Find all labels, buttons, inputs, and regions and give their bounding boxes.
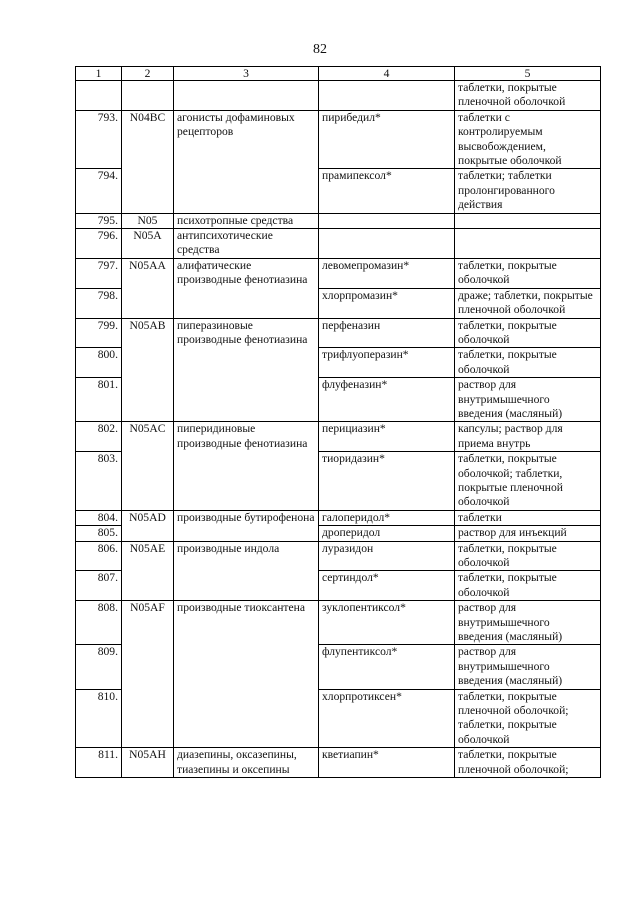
drug-cell: тиоридазин* bbox=[319, 452, 455, 511]
atc-code-cell bbox=[122, 81, 174, 111]
table-row bbox=[76, 229, 601, 259]
row-number-cell: 803. bbox=[76, 452, 122, 511]
dosage-form-cell: раствор для внутримышечного введения (масляный) bbox=[455, 645, 601, 689]
drug-cell: галоперидол* bbox=[319, 510, 455, 525]
row-number-cell: 809. bbox=[76, 645, 122, 689]
drug-cell bbox=[319, 229, 455, 259]
group-cell bbox=[174, 81, 319, 111]
group-cell: алифатические производные фенотиазина bbox=[174, 258, 319, 318]
row-number-cell bbox=[76, 81, 122, 111]
dosage-form-cell: раствор для инъекций bbox=[455, 526, 601, 541]
table-row bbox=[76, 81, 601, 111]
row-number-cell: 808. bbox=[76, 601, 122, 645]
dosage-form-cell: таблетки, покрытые оболочкой; таблетки, покрытые пленочной оболочкой bbox=[455, 452, 601, 511]
drug-cell: хлорпромазин* bbox=[319, 288, 455, 318]
dosage-form-cell: таблетки, покрытые пленочной оболочкой bbox=[455, 81, 601, 111]
drug-cell: прамипексол* bbox=[319, 169, 455, 213]
drug-cell: сертиндол* bbox=[319, 571, 455, 601]
column-header-5: 5 bbox=[455, 67, 601, 81]
header-row bbox=[76, 67, 601, 81]
group-cell: пиперазиновые производные фенотиазина bbox=[174, 318, 319, 422]
drug-cell: флупентиксол* bbox=[319, 645, 455, 689]
row-number-cell: 795. bbox=[76, 213, 122, 228]
row-number-cell: 807. bbox=[76, 571, 122, 601]
table-row bbox=[76, 748, 601, 778]
group-cell: диазепины, оксазепины, тиазепины и оксепины bbox=[174, 748, 319, 778]
dosage-form-cell: раствор для внутримышечного введения (масляный) bbox=[455, 378, 601, 422]
row-number-cell: 794. bbox=[76, 169, 122, 213]
page-number: 82 bbox=[313, 42, 327, 57]
row-number-cell: 805. bbox=[76, 526, 122, 541]
atc-code-cell: N05AA bbox=[122, 258, 174, 318]
atc-code-cell: N05AH bbox=[122, 748, 174, 778]
table-row bbox=[76, 422, 601, 452]
dosage-form-cell: таблетки, покрытые оболочкой bbox=[455, 318, 601, 348]
group-cell: психотропные средства bbox=[174, 213, 319, 228]
drug-cell: пирибедил* bbox=[319, 110, 455, 169]
dosage-form-cell: таблетки, покрытые оболочкой bbox=[455, 541, 601, 571]
atc-code-cell: N05A bbox=[122, 229, 174, 259]
dosage-form-cell: таблетки, покрытые пленочной оболочкой; bbox=[455, 748, 601, 778]
table-row bbox=[76, 258, 601, 288]
drug-cell: дроперидол bbox=[319, 526, 455, 541]
drug-cell: флуфеназин* bbox=[319, 378, 455, 422]
row-number-cell: 804. bbox=[76, 510, 122, 525]
dosage-form-cell: раствор для внутримышечного введения (масляный) bbox=[455, 601, 601, 645]
row-number-cell: 806. bbox=[76, 541, 122, 571]
table-row bbox=[76, 510, 601, 525]
dosage-form-cell: таблетки с контролируемым высвобождением, покрытые оболочкой bbox=[455, 110, 601, 169]
atc-code-cell: N05AD bbox=[122, 510, 174, 541]
group-cell: антипсихотические средства bbox=[174, 229, 319, 259]
row-number-cell: 799. bbox=[76, 318, 122, 348]
column-header-2: 2 bbox=[122, 67, 174, 81]
dosage-form-cell: драже; таблетки, покрытые пленочной оболочкой bbox=[455, 288, 601, 318]
dosage-form-cell: таблетки, покрытые оболочкой bbox=[455, 258, 601, 288]
drug-cell: перициазин* bbox=[319, 422, 455, 452]
group-cell: агонисты дофаминовых рецепторов bbox=[174, 110, 319, 213]
atc-code-cell: N05AE bbox=[122, 541, 174, 601]
group-cell: производные бутирофенона bbox=[174, 510, 319, 541]
atc-code-cell: N05AF bbox=[122, 601, 174, 748]
row-number-cell: 802. bbox=[76, 422, 122, 452]
row-number-cell: 810. bbox=[76, 689, 122, 748]
dosage-form-cell: таблетки, покрытые оболочкой bbox=[455, 348, 601, 378]
drug-cell: трифлуоперазин* bbox=[319, 348, 455, 378]
drug-cell: левомепромазин* bbox=[319, 258, 455, 288]
group-cell: пиперидиновые производные фенотиазина bbox=[174, 422, 319, 510]
column-header-3: 3 bbox=[174, 67, 319, 81]
atc-code-cell: N04BC bbox=[122, 110, 174, 213]
row-number-cell: 800. bbox=[76, 348, 122, 378]
row-number-cell: 811. bbox=[76, 748, 122, 778]
table-row bbox=[76, 110, 601, 169]
table-row bbox=[76, 541, 601, 571]
column-header-4: 4 bbox=[319, 67, 455, 81]
drug-cell bbox=[319, 81, 455, 111]
drug-cell bbox=[319, 213, 455, 228]
dosage-form-cell bbox=[455, 229, 601, 259]
drug-cell: перфеназин bbox=[319, 318, 455, 348]
drug-cell: кветиапин* bbox=[319, 748, 455, 778]
medicines-table bbox=[75, 66, 601, 778]
row-number-cell: 793. bbox=[76, 110, 122, 169]
drug-cell: зуклопентиксол* bbox=[319, 601, 455, 645]
dosage-form-cell: таблетки; таблетки пролонгированного действия bbox=[455, 169, 601, 213]
row-number-cell: 801. bbox=[76, 378, 122, 422]
group-cell: производные индола bbox=[174, 541, 319, 601]
dosage-form-cell: таблетки, покрытые пленочной оболочкой; таблетки, покрытые оболочкой bbox=[455, 689, 601, 748]
row-number-cell: 798. bbox=[76, 288, 122, 318]
dosage-form-cell bbox=[455, 213, 601, 228]
atc-code-cell: N05AB bbox=[122, 318, 174, 422]
column-header-1: 1 bbox=[76, 67, 122, 81]
row-number-cell: 796. bbox=[76, 229, 122, 259]
table-row bbox=[76, 318, 601, 348]
dosage-form-cell: таблетки bbox=[455, 510, 601, 525]
row-number-cell: 797. bbox=[76, 258, 122, 288]
table-row bbox=[76, 213, 601, 228]
drug-cell: хлорпротиксен* bbox=[319, 689, 455, 748]
dosage-form-cell: таблетки, покрытые оболочкой bbox=[455, 571, 601, 601]
table-row bbox=[76, 601, 601, 645]
atc-code-cell: N05AC bbox=[122, 422, 174, 510]
group-cell: производные тиоксантена bbox=[174, 601, 319, 748]
dosage-form-cell: капсулы; раствор для приема внутрь bbox=[455, 422, 601, 452]
atc-code-cell: N05 bbox=[122, 213, 174, 228]
drug-cell: луразидон bbox=[319, 541, 455, 571]
